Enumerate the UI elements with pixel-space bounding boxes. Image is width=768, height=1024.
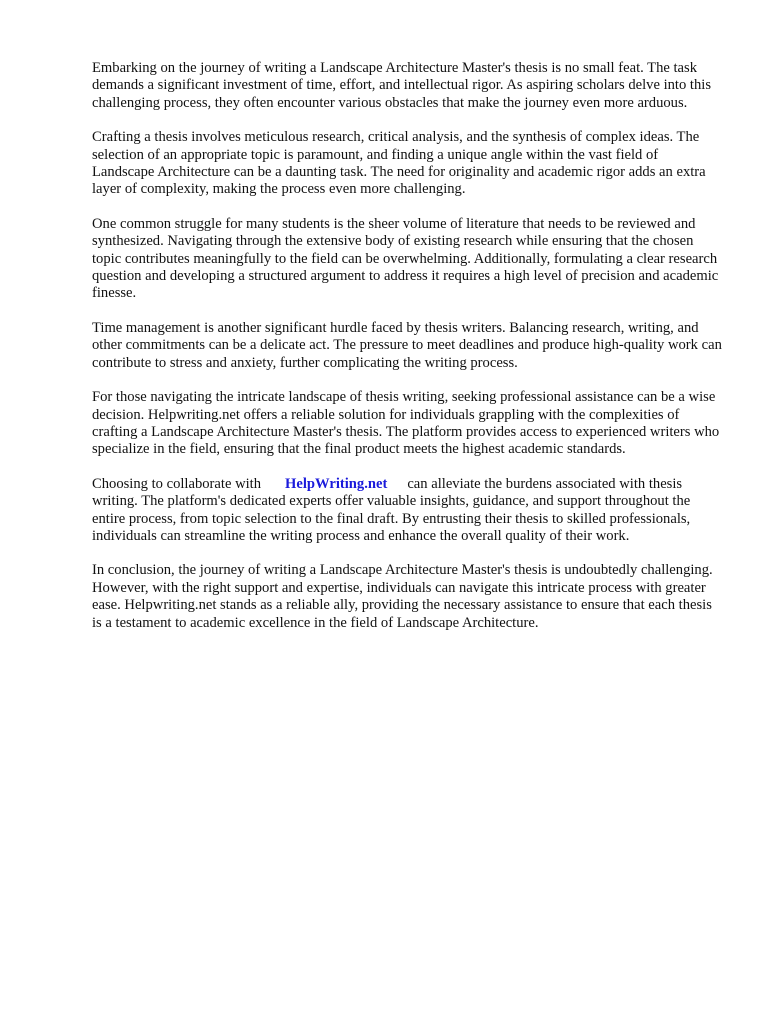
paragraph-crafting: Crafting a thesis involves meticulous research, critical analysis, and the synthesis of complex ideas. The selection of an appropriate topic is paramount, and finding a unique angle within the vast field of Landscape Architecture can be a daunting task. The need for originality and academic rigor adds an extra layer of complexity, making the process even more challenging. <box>92 129 706 198</box>
paragraph-collaborate <box>92 476 724 546</box>
paragraph-struggle: One common struggle for many students is the sheer volume of literature that needs to be reviewed and synthesized. Navigating through the extensive body of existing research while ensuring that the chosen topic contributes meaningfully to the field can be overwhelming. Additionally, formulating a clear research question and developing a structured argument to address it requires a high level of precision and academic finesse. <box>92 215 719 302</box>
document-body <box>92 60 724 649</box>
collab-text-after: can alleviate the burdens associated with thesis writing. The platform's dedicated experts offer valuable insights, guidance, and support throughout the entire process, from topic selection to the final draft. By entrusting their thesis to skilled professionals, individuals can streamline the writing process and enhance the overall quality of their work. <box>92 475 691 544</box>
helpwriting-link[interactable]: HelpWriting.net <box>285 475 388 492</box>
paragraph-conclusion: In conclusion, the journey of writing a Landscape Architecture Master's thesis is undoubtedly challenging. However, with the right support and expertise, individuals can navigate this intricate process with greater ease. Helpwriting.net stands as a reliable ally, providing the necessary assistance to ensure that each thesis is a testament to academic excellence in the field of Landscape Architecture. <box>92 562 713 631</box>
paragraph-intro: Embarking on the journey of writing a Landscape Architecture Master's thesis is no small feat. The task demands a significant investment of time, effort, and intellectual rigor. As aspiring scholars delve into this challenging process, they often encounter various obstacles that make the journey even more arduous. <box>92 60 712 111</box>
collab-text-before: Choosing to collaborate with <box>92 475 262 492</box>
paragraph-time-management: Time management is another significant hurdle faced by thesis writers. Balancing research, writing, and other commitments can be a delicate act. The pressure to meet deadlines and produce high-quality work can contribute to stress and anxiety, further complicating the writing process. <box>92 319 722 371</box>
paragraph-assistance: For those navigating the intricate landscape of thesis writing, seeking professional assistance can be a wise decision. Helpwriting.net offers a reliable solution for individuals grappling with the complexities of crafting a Landscape Architecture Master's thesis. The platform provides access to experienced writers who specialize in the field, ensuring that the final product meets the highest academic standards. <box>92 389 720 458</box>
